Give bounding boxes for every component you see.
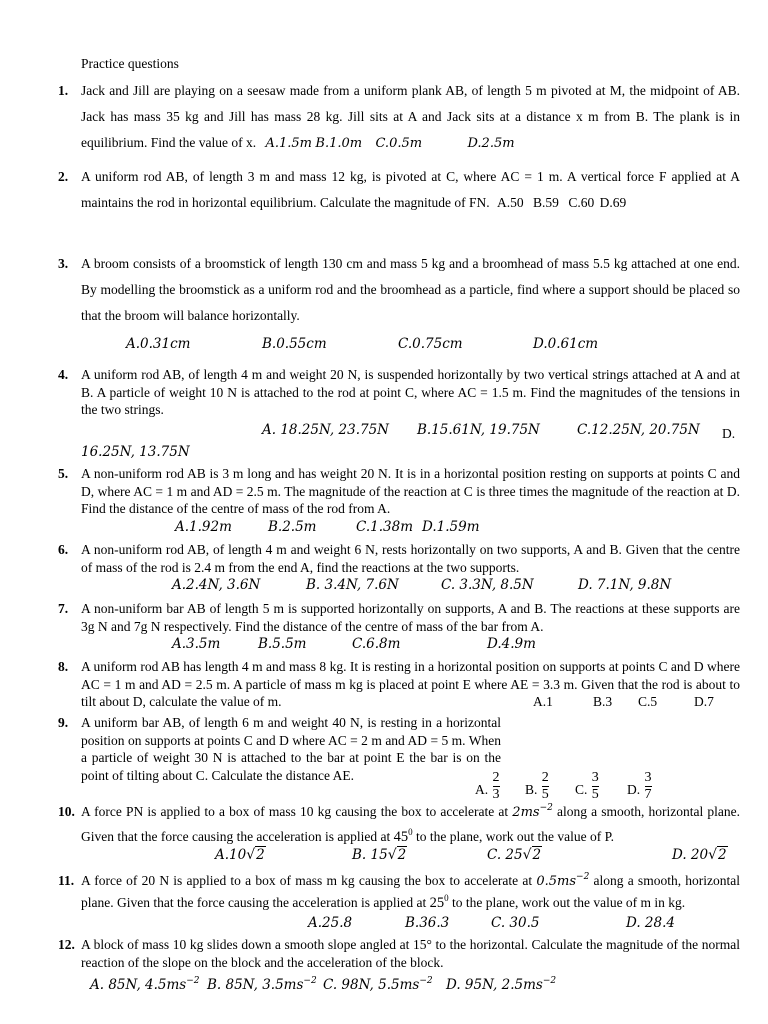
fraction — [592, 770, 599, 803]
sqrt-icon: √ — [246, 847, 256, 863]
option-c: C.60 — [568, 195, 595, 210]
option-d: D.7 — [694, 694, 714, 709]
angle-base: 25 — [429, 895, 445, 911]
acceleration-value — [512, 805, 553, 820]
option-b: B.3 — [593, 694, 613, 709]
fraction — [542, 770, 549, 803]
exponent: −2 — [419, 976, 433, 986]
question-number: 9. — [58, 715, 69, 730]
option-a — [475, 770, 501, 803]
option-text: C. 98N, 5.5ms — [323, 977, 420, 993]
question-text: A broom consists of a broomstick of length 130 cm and mass 5 kg and a broomhead of mass 5.5 kg attached at one end. By modelling the broomstick as a uniform rod and the broomhead as a particle, find where a support should be placed so that the broom will balance horizontally. — [81, 256, 740, 323]
question-text: A uniform bar AB, of length 6 m and weight 40 N, is resting in a horizontal position on supports at points C and D where AC = 2 m and AD = 5 m. When a particle of weight 30 N is attached to the bar at point E the bar is on the point of tilting about C. Calculate the distance AE. — [81, 715, 501, 783]
question-number: 6. — [58, 542, 69, 557]
option-c — [323, 977, 433, 993]
acceleration-base: 2ms — [512, 805, 540, 820]
fraction — [493, 770, 500, 803]
option-a — [90, 977, 200, 993]
option-d: D.4.9m — [487, 636, 536, 652]
question-number: 10. — [58, 804, 75, 819]
option-d: D.1.59m — [422, 519, 480, 535]
question-number: 8. — [58, 659, 69, 674]
option-text: D. 95N, 2.5ms — [446, 977, 543, 993]
question-text — [81, 800, 740, 849]
option-d-label: D. — [722, 426, 736, 441]
question-text — [81, 870, 740, 914]
option-a: A.50 — [497, 195, 524, 210]
question-number: 1. — [58, 83, 69, 98]
question-text: A block of mass 10 kg slides down a smooth slope angled at 15° to the horizontal. Calculate the magnitude of the normal reaction of the slope on the block and the acceleration of the block. — [81, 937, 740, 970]
option-d — [627, 770, 653, 803]
question-10 — [58, 800, 740, 849]
radicand: 2 — [532, 847, 542, 863]
exponent: −2 — [542, 976, 557, 986]
option-b: B.59 — [533, 195, 559, 210]
option-label: C. — [575, 782, 588, 797]
question-body-continued: along a smooth, horizontal plane. Given that the force causing the acceleration is applied at — [81, 804, 740, 844]
option-text: A. 85N, 4.5ms — [90, 977, 187, 993]
option-c: C.6.8m — [352, 636, 401, 652]
question-body: A force PN is applied to a box of mass 10 kg causing the box to accelerate at — [81, 804, 509, 819]
option-a: A.1.92m — [175, 519, 232, 535]
question-number: 5. — [58, 466, 69, 481]
acceleration-value — [536, 874, 589, 889]
question-number: 11. — [58, 873, 75, 888]
radicand: 2 — [397, 847, 407, 863]
question-body: A uniform rod AB, of length 3 m and mass 12 kg, is pivoted at C, where AC = 1 m. A vertical force F applied at A maintains the rod in horizontal equilibrium. Calculate the magnitude of FN. — [81, 169, 740, 210]
acceleration-base: 0.5ms — [536, 874, 577, 889]
option-c — [575, 770, 600, 803]
fraction — [645, 770, 652, 803]
option-c: C.12.25N, 20.75N — [577, 422, 700, 438]
option-b: B. 3.4N, 7.6N — [306, 577, 399, 593]
question-text: A non-uniform rod AB, of length 4 m and weight 6 N, rests horizontally on two supports, A and B. Given that the centre of mass of the rod is 2.4 m from the end A, find the reactions at the two supports. — [81, 542, 740, 575]
question-body-end: to the plane, work out the value of P. — [416, 829, 614, 844]
question-body: Jack and Jill are playing on a seesaw made from a uniform plank AB, of length 5 m pivoted at M, the midpoint of AB. Jack has mass 35 kg and Jill has mass 28 kg. Jill sits at A and Jack sits at a distance x m from B. The plank is in equilibrium. Find the value of x. — [81, 83, 740, 150]
option-a: A.3.5m — [172, 636, 221, 652]
option-a: A.1.5m — [265, 136, 313, 151]
question-body-continued: along a smooth, horizontal plane. Given that the force causing the acceleration is applied at — [81, 873, 741, 910]
question-number: 2. — [58, 169, 69, 184]
option-b: B.36.3 — [405, 915, 450, 931]
question-text: A non-uniform bar AB of length 5 m is supported horizontally on supports, A and B. The reactions at these supports are 3g N and 7g N respectively. Find the distance of the centre of mass of the bar from A. — [81, 601, 740, 634]
option-d: D. 7.1N, 9.8N — [578, 577, 672, 593]
angle-value — [430, 895, 449, 911]
option-b: B.15.61N, 19.75N — [417, 422, 540, 438]
option-c: C.0.75cm — [398, 336, 463, 352]
option-a: A.2.4N, 3.6N — [172, 577, 261, 593]
question-text — [81, 164, 740, 216]
question-11 — [58, 870, 740, 914]
option-text: C. 25 — [487, 847, 523, 863]
numerator: 3 — [644, 770, 652, 785]
denominator: 3 — [492, 787, 500, 802]
option-d: D.69 — [599, 195, 627, 210]
option-b — [525, 770, 550, 803]
question-4 — [58, 366, 740, 419]
option-d — [446, 977, 556, 993]
question-text: A uniform rod AB, of length 4 m and weight 20 N, is suspended horizontally by two vertical strings attached at A and at B. A particle of weight 10 N is attached to the rod at point C, where AC = 1.5 m. Find the magnitudes of the tensions in the two strings. — [81, 367, 740, 417]
exponent: −2 — [303, 976, 317, 986]
option-b — [207, 977, 317, 993]
option-c: C.1.38m — [356, 519, 413, 535]
option-b: B.1.0m — [315, 136, 363, 151]
acceleration-exponent: −2 — [576, 872, 590, 882]
option-b: B.2.5m — [268, 519, 317, 535]
option-a — [215, 847, 266, 863]
radicand: 2 — [718, 847, 727, 863]
option-text: D. 20 — [672, 847, 709, 863]
option-d: D.0.61cm — [533, 336, 599, 352]
option-d: D. 28.4 — [626, 915, 675, 931]
radicand: 2 — [256, 847, 265, 863]
question-number: 3. — [58, 256, 69, 271]
question-number: 12. — [58, 937, 75, 952]
sqrt-icon: √ — [522, 847, 532, 863]
question-5 — [58, 465, 740, 518]
numerator: 2 — [492, 770, 500, 785]
option-b: B.5.5m — [258, 636, 307, 652]
option-a: A.25.8 — [308, 915, 353, 931]
option-c: C. 30.5 — [491, 915, 540, 931]
sqrt-icon: √ — [708, 847, 718, 863]
option-b: B.0.55cm — [262, 336, 327, 352]
question-number: 7. — [58, 601, 69, 616]
angle-exponent: 0 — [444, 893, 449, 903]
question-body-end: to the plane, work out the value of m in kg. — [451, 895, 686, 910]
question-6 — [58, 541, 740, 576]
denominator: 7 — [644, 787, 652, 802]
option-b — [352, 847, 407, 863]
question-body: A uniform rod AB has length 4 m and mass 8 kg. It is resting in a horizontal position on supports at points C and D where AC = 1 m and AD = 2.5 m. A particle of mass m kg is placed at point E where AE = 3.3 m. Given that the rod is about to tilt about D, calculate the value of m. — [81, 659, 740, 709]
numerator: 2 — [541, 770, 549, 785]
question-number: 4. — [58, 367, 69, 382]
question-body: A force of 20 N is applied to a box of mass m kg causing the box to accelerate at — [81, 873, 533, 888]
option-label: B. — [525, 782, 538, 797]
denominator: 5 — [541, 787, 549, 802]
angle-value — [394, 829, 413, 845]
page-title: Practice questions — [81, 56, 179, 71]
question-text — [81, 78, 740, 157]
option-a: A.1 — [533, 694, 553, 709]
acceleration-exponent: −2 — [539, 803, 553, 813]
question-2 — [58, 164, 740, 216]
option-d — [672, 847, 728, 863]
option-d: 16.25N, 13.75N — [81, 444, 190, 460]
question-1 — [58, 78, 740, 157]
angle-exponent: 0 — [408, 827, 413, 837]
exponent: −2 — [186, 976, 200, 986]
question-3 — [58, 251, 740, 329]
option-label: D. — [627, 782, 641, 797]
denominator: 5 — [591, 787, 599, 802]
question-12 — [58, 936, 740, 971]
option-c: C.5 — [638, 694, 658, 709]
question-7 — [58, 600, 740, 635]
option-c: C. 3.3N, 8.5N — [441, 577, 534, 593]
angle-base: 45 — [393, 829, 409, 845]
option-a: A. 18.25N, 23.75N — [262, 422, 389, 438]
numerator: 3 — [591, 770, 599, 785]
option-text: A.10 — [215, 847, 247, 863]
option-d: D.2.5m — [467, 136, 515, 151]
option-c — [487, 847, 542, 863]
option-text: B. 15 — [352, 847, 388, 863]
question-text: A non-uniform rod AB is 3 m long and has weight 20 N. It is in a horizontal position resting on supports at points C and D, where AC = 1 m and AD = 2.5 m. The magnitude of the reaction at C is three times the magnitude of the reaction at D. Find the distance of the centre of mass of the rod from A. — [81, 466, 740, 516]
option-c: C.0.5m — [375, 136, 423, 151]
sqrt-icon: √ — [387, 847, 397, 863]
option-label: A. — [475, 782, 489, 797]
option-text: B. 85N, 3.5ms — [207, 977, 304, 993]
option-a: A.0.31cm — [126, 336, 191, 352]
